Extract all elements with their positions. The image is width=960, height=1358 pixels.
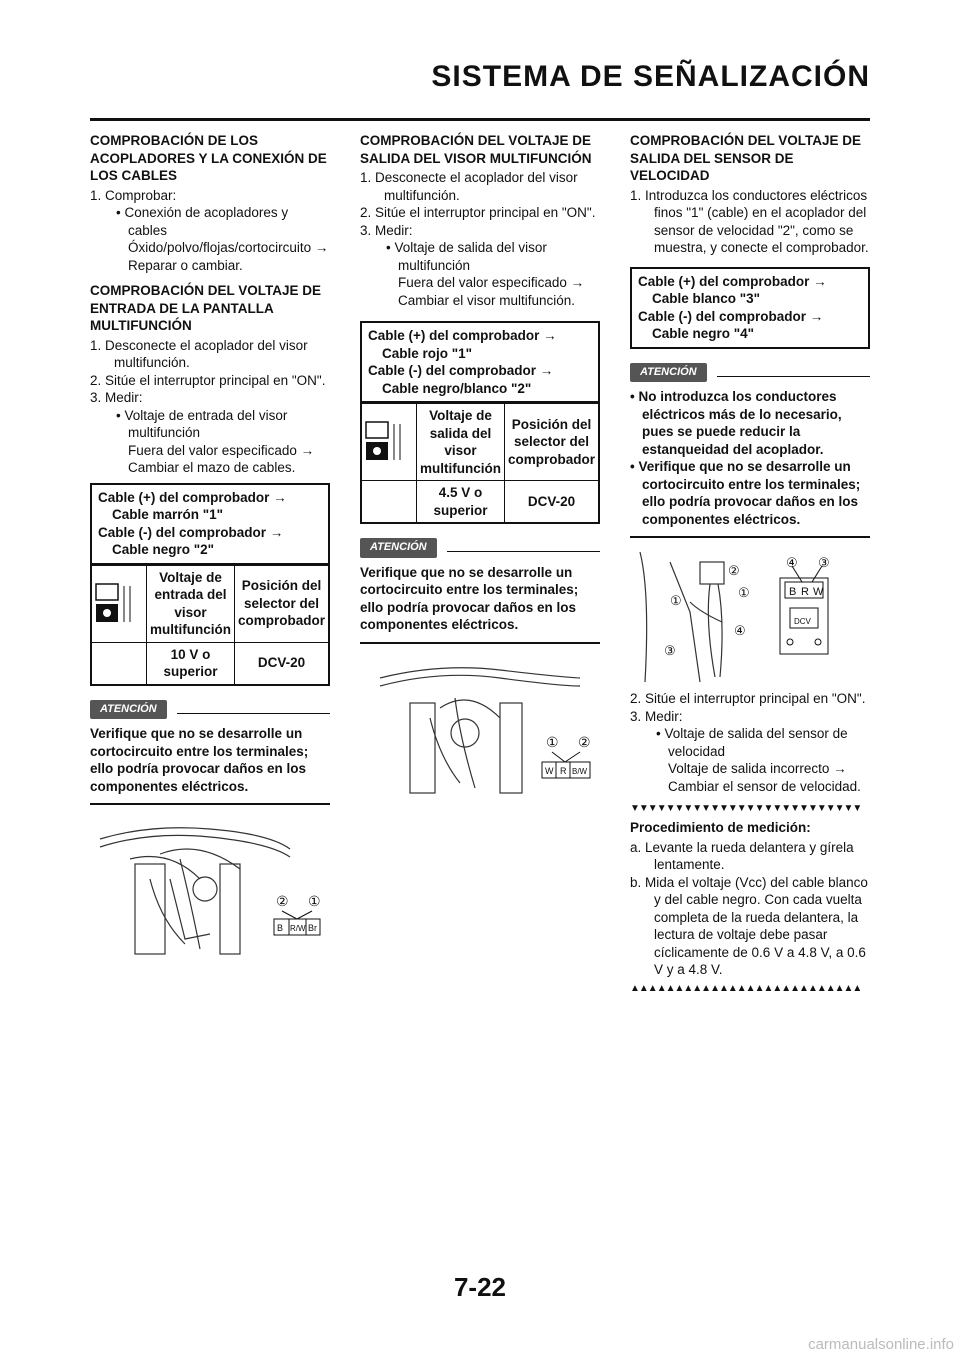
- connector-pin: R: [801, 586, 809, 598]
- connector-pin: B: [789, 586, 797, 598]
- table-cell: [91, 642, 147, 685]
- handlebar-figure: [90, 819, 330, 961]
- page-number: 7-22: [453, 1272, 507, 1302]
- step: 3. Medir:: [630, 708, 683, 724]
- spec-table: [360, 403, 600, 524]
- attention-item: • No introduzca los conductores eléctricos más de lo necesario, pues se puede reducir la estanqueidad del acoplador.: [630, 389, 842, 457]
- procedure-end-marker: ▲▲▲▲▲▲▲▲▲▲▲▲▲▲▲▲▲▲▲▲▲▲▲▲▲▲: [630, 982, 862, 994]
- table-cell: 10 V o superior: [147, 642, 235, 685]
- attention-text: Verifique que no se desarrolle un cortocircuito entre los terminales; ello podría provocar daños en los componentes eléctricos.: [360, 558, 600, 644]
- table-cell: [361, 481, 417, 524]
- callout-label: ①: [308, 893, 321, 909]
- table-header: Voltaje de salida del visor multifunción: [417, 404, 505, 481]
- section-title: COMPROBACIÓN DE LOS ACOPLADORES Y LA CONEXIÓN DE LOS CABLES: [90, 133, 327, 183]
- attention-badge: ATENCIÓN: [630, 363, 707, 383]
- attention-badge: ATENCIÓN: [90, 700, 167, 720]
- callout-label: ①: [670, 593, 682, 608]
- condition: Voltaje de salida incorrecto →: [668, 761, 847, 776]
- section-title: COMPROBACIÓN DEL VOLTAJE DE SALIDA DEL SENSOR DE VELOCIDAD: [630, 133, 862, 183]
- box-line: Cable (-) del comprobador → Cable negro/blanco "2": [368, 363, 554, 396]
- column-2: [360, 128, 600, 800]
- step: 2. Sitúe el interruptor principal en "ON".: [90, 372, 326, 388]
- connector-pin: Br: [308, 923, 317, 933]
- condition: Óxido/polvo/flojas/cortocircuito →: [128, 240, 329, 255]
- handlebar-figure: [360, 658, 600, 800]
- callout-label: ②: [276, 893, 289, 909]
- box-line: Cable (+) del comprobador → Cable blanco "3": [638, 273, 827, 306]
- procedure-start-marker: ▼▼▼▼▼▼▼▼▼▼▼▼▼▼▼▼▼▼▼▼▼▼▼▼▼▼: [630, 803, 862, 814]
- watermark: carmanualsonline.info: [808, 1336, 954, 1353]
- table-cell: 4.5 V o superior: [417, 481, 505, 524]
- multimeter-icon: [361, 404, 417, 481]
- step: 3. Medir:: [90, 390, 143, 405]
- action: Cambiar el visor multifunción.: [398, 292, 576, 308]
- action: Reparar o cambiar.: [128, 257, 243, 273]
- attention-header: [630, 363, 870, 383]
- spec-table: [90, 565, 330, 686]
- connector-pin: R/W: [290, 924, 306, 933]
- bullet: • Voltaje de salida del sensor de velocidad: [656, 726, 848, 759]
- procedure-step: a. Levante la rueda delantera y gírela lentamente.: [630, 839, 854, 872]
- step: 2. Sitúe el interruptor principal en "ON".: [630, 691, 866, 706]
- callout-label: ②: [728, 563, 740, 578]
- box-line: Cable (+) del comprobador → Cable marrón "1": [98, 489, 287, 522]
- step: 1. Comprobar:: [90, 187, 177, 203]
- column-1: [90, 128, 330, 961]
- box-line: Cable (-) del comprobador → Cable negro "4": [638, 308, 824, 341]
- condition: Fuera del valor especificado →: [398, 275, 585, 290]
- table-cell: DCV-20: [505, 481, 599, 524]
- bullet: • Voltaje de entrada del visor multifunción: [116, 407, 288, 440]
- page-title: SISTEMA DE SEÑALIZACIÓN: [431, 60, 870, 93]
- tester-connection-box: [90, 483, 330, 565]
- header-rule: [90, 118, 870, 121]
- column-3: [630, 128, 870, 995]
- table-header: Voltaje de entrada del visor multifunción: [147, 565, 235, 642]
- action: Cambiar el sensor de velocidad.: [668, 778, 861, 794]
- callout-label: ④: [786, 555, 798, 570]
- table-header: Posición del selector del comprobador: [235, 565, 329, 642]
- procedure-step: b. Mida el voltaje (Vcc) del cable blanco y del cable negro. Con cada vuelta completa de la rueda delantera, la lectura de voltaje debe pasar cíclicamente de 0.6 V a 4.8 V, a 0.6 V y a 4.8 V.: [630, 874, 868, 977]
- box-line: Cable (-) del comprobador → Cable negro "2": [98, 524, 284, 557]
- box-line: Cable (+) del comprobador → Cable rojo "1": [368, 328, 557, 361]
- meter-label: DCV: [794, 617, 811, 626]
- attention-header: [360, 538, 600, 558]
- connector-pin: R: [560, 765, 567, 776]
- attention-item: • Verifique que no se desarrolle un cortocircuito entre los terminales; ello podría provocar daños en los componentes eléctricos.: [630, 459, 861, 527]
- callout-label: ②: [578, 733, 591, 750]
- attention-badge: ATENCIÓN: [360, 538, 437, 558]
- table-header: Posición del selector del comprobador: [505, 404, 599, 481]
- tester-connection-box: [360, 321, 600, 403]
- action: Cambiar el mazo de cables.: [128, 460, 296, 475]
- sensor-figure: [630, 552, 870, 682]
- attention-list: [630, 382, 870, 538]
- attention-text: Verifique que no se desarrolle un cortocircuito entre los terminales; ello podría provocar daños en los componentes eléctricos.: [90, 719, 330, 805]
- condition: Fuera del valor especificado →: [128, 442, 315, 458]
- step: 1. Desconecte el acoplador del visor multifunción.: [90, 337, 308, 370]
- callout-label: ①: [546, 733, 559, 750]
- table-cell: DCV-20: [235, 642, 329, 685]
- step: 1. Introduzca los conductores eléctricos finos "1" (cable) en el acoplador del sensor de velocidad "2", como se muestra, y conecte el comprobador.: [630, 187, 869, 255]
- tester-connection-box: [630, 267, 870, 349]
- connector-pin: W: [545, 765, 554, 776]
- step: 3. Medir:: [360, 222, 413, 238]
- procedure-title: Procedimiento de medición:: [630, 820, 811, 835]
- bullet: • Conexión de acopladores y cables: [116, 205, 289, 238]
- bullet: • Voltaje de salida del visor multifunción: [386, 240, 547, 273]
- callout-label: ①: [738, 585, 750, 600]
- attention-header: [90, 700, 330, 720]
- connector-pin: B/W: [572, 766, 588, 776]
- callout-label: ③: [664, 643, 676, 658]
- step: 1. Desconecte el acoplador del visor multifunción.: [360, 170, 578, 203]
- connector-pin: W: [813, 586, 824, 598]
- multimeter-icon: [91, 565, 147, 642]
- connector-pin: B: [277, 923, 284, 933]
- section-title: COMPROBACIÓN DEL VOLTAJE DE ENTRADA DE LA PANTALLA MULTIFUNCIÓN: [90, 283, 322, 333]
- callout-label: ④: [734, 623, 746, 638]
- callout-label: ③: [818, 555, 830, 570]
- step: 2. Sitúe el interruptor principal en "ON".: [360, 205, 596, 220]
- section-title: COMPROBACIÓN DEL VOLTAJE DE SALIDA DEL VISOR MULTIFUNCIÓN: [360, 133, 592, 166]
